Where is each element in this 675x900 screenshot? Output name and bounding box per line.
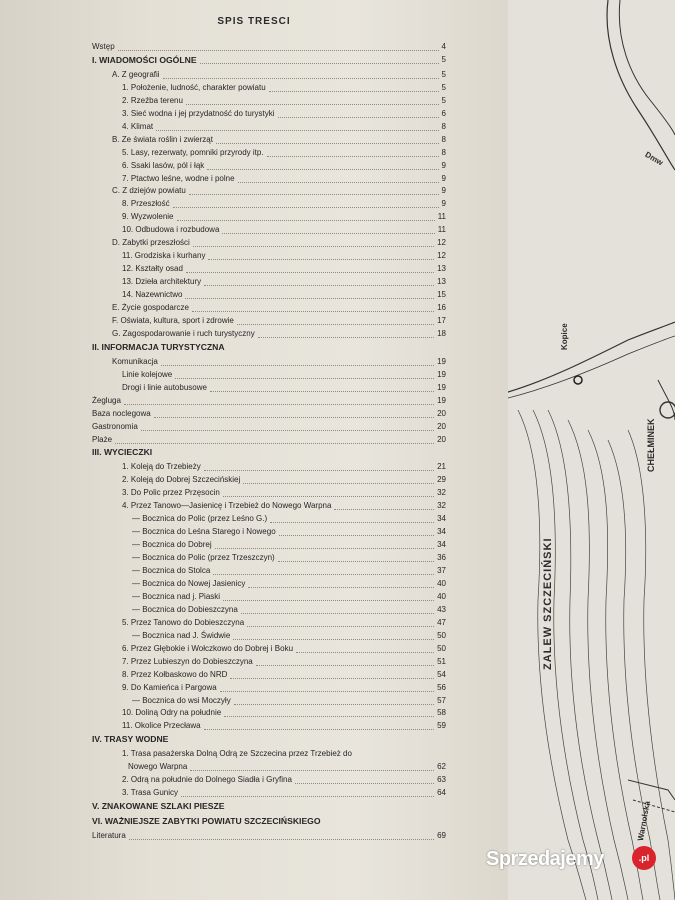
- toc-page-number: 18: [437, 328, 446, 338]
- toc-entry: [0, 70, 508, 83]
- toc-entry: [0, 186, 508, 199]
- toc-entry: [0, 303, 508, 316]
- toc-page-number: 64: [437, 788, 446, 798]
- toc-entry-title: 3. Trasa Gunicy: [122, 788, 179, 798]
- toc-entry-title: — Bocznica nad j. Piaski: [132, 591, 221, 601]
- toc-entry: [0, 96, 508, 109]
- toc-page-number: 19: [437, 395, 446, 405]
- toc-entry: [0, 605, 508, 618]
- toc-entry-title: B. Ze świata roślin i zwierząt: [112, 134, 213, 144]
- toc-entry: [0, 435, 508, 448]
- toc-leader-dots: [200, 63, 439, 64]
- toc-entry: [0, 831, 508, 844]
- toc-leader-dots: [224, 716, 434, 717]
- toc-entry-title: 4. Przez Tanowo—Jasienicę i Trzebież do Nowego Warpna: [122, 501, 332, 511]
- toc-section-heading: [0, 447, 508, 460]
- toc-page-number: 12: [437, 251, 446, 261]
- toc-page-number: 19: [437, 356, 446, 366]
- toc-entry-title: Linie kolejowe: [122, 369, 173, 379]
- toc-entry: [0, 383, 508, 396]
- toc-entry: [0, 721, 508, 734]
- toc-leader-dots: [216, 143, 439, 144]
- toc-entry-title: — Bocznica do Polic (przez Trzeszczyn): [132, 553, 275, 563]
- toc-entry: [0, 264, 508, 277]
- toc-leader-dots: [173, 207, 439, 208]
- toc-entry: [0, 527, 508, 540]
- toc-page-number: 5: [441, 69, 446, 79]
- toc-leader-dots: [220, 691, 434, 692]
- toc-page-number: 50: [437, 643, 446, 653]
- toc-entry-title: Nowego Warpna: [128, 762, 188, 772]
- toc-leader-dots: [247, 626, 434, 627]
- toc-page-number: 40: [437, 591, 446, 601]
- toc-page-number: 9: [441, 160, 446, 170]
- toc-page-number: 54: [437, 669, 446, 679]
- toc-page-number: 20: [437, 421, 446, 431]
- toc-entry-title: 2. Rzeźba terenu: [122, 95, 183, 105]
- toc-page-number: 6: [441, 108, 446, 118]
- toc-entry: [0, 514, 508, 527]
- toc-entry: [0, 357, 508, 370]
- map-label-dmw: Dmw: [643, 150, 665, 168]
- toc-entry-title: Żegluga: [92, 395, 121, 405]
- toc-page-number: 9: [441, 186, 446, 196]
- toc-section-heading: [0, 801, 508, 814]
- toc-leader-dots: [177, 220, 435, 221]
- toc-entry: [0, 83, 508, 96]
- toc-entry-title: 8. Przez Kołbaskowo do NRD: [122, 669, 228, 679]
- toc-entry-title: V. ZNAKOWANE SZLAKI PIESZE: [92, 801, 225, 812]
- page-title: SPIS TRESCI: [217, 16, 291, 27]
- toc-entry-title: 9. Do Kamieńca i Pargowa: [122, 682, 217, 692]
- toc-entry-title: — Bocznica nad J. Świdwie: [132, 630, 231, 640]
- toc-entry-title: II. INFORMACJA TURYSTYCZNA: [92, 341, 225, 352]
- toc-leader-dots: [186, 104, 439, 105]
- toc-entry-title: — Bocznica do Dobrej: [132, 540, 212, 550]
- toc-entry-title: 1. Położenie, ludność, charakter powiatu: [122, 82, 266, 92]
- toc-entry-title: — Bocznica do Leśna Starego i Nowego: [132, 527, 276, 537]
- toc-entry: [0, 199, 508, 212]
- toc-entry-title: I. WIADOMOŚCI OGÓLNE: [92, 54, 197, 65]
- toc-entry: [0, 670, 508, 683]
- toc-leader-dots: [208, 259, 434, 260]
- watermark-logo: Sprzedajemy: [486, 848, 604, 870]
- toc-page-number: 56: [437, 682, 446, 692]
- toc-leader-dots: [207, 169, 439, 170]
- toc-leader-dots: [210, 391, 434, 392]
- toc-page-number: 69: [437, 831, 446, 840]
- toc-entry-title: G. Zagospodarowanie i ruch turystyczny: [112, 328, 255, 338]
- toc-leader-dots: [222, 233, 435, 234]
- toc-entry: [0, 370, 508, 383]
- toc-entry: [0, 316, 508, 329]
- toc-entry-title: 6. Przez Głębokie i Wołczkowo do Dobrej i Boku: [122, 643, 294, 653]
- toc-entry: [0, 708, 508, 721]
- toc-entry-title: Plaże: [92, 434, 113, 444]
- toc-leader-dots: [189, 194, 439, 195]
- toc-entry: [0, 462, 508, 475]
- toc-leader-dots: [154, 417, 434, 418]
- toc-leader-dots: [223, 496, 434, 497]
- toc-entry: [0, 762, 508, 775]
- toc-entry-title: E. Życie gospodarcze: [112, 303, 189, 312]
- toc-entry: [0, 238, 508, 251]
- toc-entry: [0, 135, 508, 148]
- toc-entry-title: 11. Grodziska i kurhany: [122, 251, 206, 261]
- toc-leader-dots: [175, 378, 434, 379]
- toc-page-number: 11: [437, 212, 446, 222]
- toc-leader-dots: [186, 272, 434, 273]
- toc-entry-title: Wstęp: [92, 42, 115, 51]
- toc-leader-dots: [279, 535, 434, 536]
- toc-page-number: 29: [437, 475, 446, 485]
- toc-entry-title: 6. Ssaki lasów, pól i łąk: [122, 160, 205, 170]
- toc-leader-dots: [334, 509, 434, 510]
- toc-leader-dots: [156, 130, 439, 131]
- toc-entry-title: 3. Do Polic przez Przęsocin: [122, 488, 220, 498]
- toc-entry: [0, 290, 508, 303]
- toc-entry-title: 7. Ptactwo leśne, wodne i polne: [122, 173, 235, 183]
- toc-entry-title: C. Z dziejów powiatu: [112, 186, 186, 196]
- map-label-warnolska: Warnolska: [636, 800, 652, 842]
- toc-entry-title: 10. Doliną Odry na południe: [122, 708, 222, 718]
- toc-page-number: 19: [437, 369, 446, 379]
- toc-entry: [0, 566, 508, 579]
- toc-entry: [0, 749, 508, 762]
- toc-leader-dots: [256, 665, 434, 666]
- toc-page-number: 13: [437, 277, 446, 287]
- toc-entry-title: 5. Przez Tanowo do Dobieszczyna: [122, 617, 245, 627]
- toc-entry-title: 12. Kształty osad: [122, 264, 183, 274]
- toc-leader-dots: [185, 298, 434, 299]
- map-label-zalew: ZALEW SZCZECIŃSKI: [542, 537, 554, 670]
- toc-leader-dots: [234, 704, 434, 705]
- toc-entry: [0, 618, 508, 631]
- toc-page-number: 43: [437, 604, 446, 614]
- map-label-kopice: Kopice: [560, 323, 569, 350]
- toc-entry-title: 7. Przez Lubieszyn do Dobieszczyna: [122, 656, 253, 666]
- toc-entry-title: 3. Sieć wodna i jej przydatność do turystyki: [122, 108, 275, 118]
- toc-page-number: 9: [441, 173, 446, 183]
- toc-entry-title: 9. Wyzwolenie: [122, 212, 174, 222]
- toc-section-heading: [0, 734, 508, 747]
- toc-page-number: 9: [441, 199, 446, 209]
- toc-entry-title: 8. Przeszłość: [122, 199, 170, 209]
- toc-page-number: 16: [437, 303, 446, 312]
- toc-leader-dots: [129, 839, 434, 840]
- toc-page-number: 4: [441, 42, 446, 51]
- toc-entry: [0, 501, 508, 514]
- toc-entry: [0, 148, 508, 161]
- toc-leader-dots: [278, 117, 439, 118]
- toc-page-number: 20: [437, 434, 446, 444]
- toc-leader-dots: [213, 574, 434, 575]
- toc-leader-dots: [118, 50, 439, 51]
- toc-leader-dots: [193, 246, 434, 247]
- toc-entry: [0, 488, 508, 501]
- toc-entry-title: — Bocznica do wsi Moczyły: [132, 695, 231, 705]
- toc-page-number: 11: [437, 225, 446, 235]
- toc-page-number: 34: [437, 527, 446, 537]
- toc-entry-title: 5. Lasy, rezerwaty, pomniki przyrody itp.: [122, 147, 264, 157]
- toc-entry-title: 13. Dzieła architektury: [122, 277, 202, 287]
- toc-leader-dots: [248, 587, 434, 588]
- toc-entry: [0, 396, 508, 409]
- toc-leader-dots: [115, 443, 434, 444]
- toc-entry-title: 14. Nazewnictwo: [122, 290, 183, 300]
- toc-page-number: 15: [437, 290, 446, 300]
- toc-entry: [0, 225, 508, 238]
- toc-page-number: 5: [441, 95, 446, 105]
- toc-page-number: 36: [437, 553, 446, 563]
- toc-page-number: 47: [437, 617, 446, 627]
- toc-leader-dots: [204, 729, 434, 730]
- toc-entry-title: F. Oświata, kultura, sport i zdrowie: [112, 315, 234, 325]
- toc-entry: [0, 42, 508, 55]
- toc-entry-title: 2. Odrą na południe do Dolnego Siadła i Gryfina: [122, 775, 292, 785]
- toc-entry-title: — Bocznica do Stolca: [132, 566, 211, 575]
- toc-page-number: 21: [437, 462, 446, 472]
- toc-entry-title: 10. Odbudowa i rozbudowa: [122, 225, 220, 235]
- toc-leader-dots: [237, 324, 434, 325]
- toc-page-number: 34: [437, 540, 446, 550]
- toc-entry: [0, 212, 508, 225]
- toc-leader-dots: [190, 770, 434, 771]
- toc-page-number: 37: [437, 566, 446, 575]
- toc-page-number: 57: [437, 695, 446, 705]
- toc-leader-dots: [269, 91, 439, 92]
- watermark-badge: .pl: [632, 846, 656, 870]
- toc-leader-dots: [278, 561, 434, 562]
- toc-entry: [0, 788, 508, 801]
- toc-page-number: 62: [437, 762, 446, 772]
- toc-page-number: 32: [437, 501, 446, 511]
- toc-entry: [0, 422, 508, 435]
- toc-leader-dots: [161, 365, 434, 366]
- toc-page-number: 13: [437, 264, 446, 274]
- toc-leader-dots: [141, 430, 434, 431]
- toc-entry: [0, 251, 508, 264]
- toc-entry: [0, 109, 508, 122]
- toc-entry-title: 1. Koleją do Trzebieży: [122, 462, 201, 472]
- toc-leader-dots: [215, 548, 434, 549]
- toc-page-number: 40: [437, 578, 446, 588]
- toc-entry: [0, 631, 508, 644]
- toc-page-number: 50: [437, 630, 446, 640]
- toc-entry-title: Komunikacja: [112, 356, 158, 366]
- toc-entry: [0, 540, 508, 553]
- toc-entry: [0, 329, 508, 342]
- toc-page-number: 17: [437, 315, 446, 325]
- toc-entry-title: III. WYCIECZKI: [92, 447, 153, 458]
- toc-entry: [0, 277, 508, 290]
- toc-page-number: 5: [441, 82, 446, 92]
- toc-leader-dots: [295, 783, 434, 784]
- toc-entry-title: 2. Koleją do Dobrej Szczecińskiej: [122, 475, 241, 485]
- toc-page-number: 8: [441, 121, 446, 131]
- toc-page-number: 51: [437, 656, 446, 666]
- toc-entry-title: — Bocznica do Nowej Jasienicy: [132, 578, 246, 588]
- toc-entry-title: VI. WAŻNIEJSZE ZABYTKI POWIATU SZCZECIŃSKIEGO: [92, 816, 321, 827]
- toc-entry-title: Gastronomia: [92, 421, 138, 431]
- toc-entry: [0, 579, 508, 592]
- toc-section-heading: [0, 55, 508, 68]
- toc-entry: [0, 475, 508, 488]
- toc-leader-dots: [230, 678, 434, 679]
- toc-leader-dots: [267, 156, 439, 157]
- toc-page-number: 12: [437, 238, 446, 248]
- toc-entry: [0, 592, 508, 605]
- toc-page-number: 32: [437, 488, 446, 498]
- toc-page-number: 8: [441, 147, 446, 157]
- toc-leader-dots: [243, 483, 434, 484]
- toc-entry-title: 11. Okolice Przecława: [122, 721, 201, 731]
- toc-leader-dots: [223, 600, 434, 601]
- toc-page-number: 63: [437, 775, 446, 785]
- toc-page-number: 20: [437, 408, 446, 418]
- toc-entry-title: 1. Trasa pasażerska Dolną Odrą ze Szczecina przez Trzebież do: [122, 749, 352, 759]
- toc-entry-title: D. Zabytki przeszłości: [112, 238, 190, 248]
- toc-entry-title: Drogi i linie autobusowe: [122, 382, 207, 392]
- toc-entry-title: — Bocznica do Dobieszczyna: [132, 604, 238, 614]
- toc-leader-dots: [238, 182, 439, 183]
- toc-entry-title: Literatura: [92, 831, 126, 840]
- toc-page-number: 8: [441, 134, 446, 144]
- toc-entry: [0, 122, 508, 135]
- map-page: [508, 0, 675, 900]
- toc-entry-title: 4. Klimat: [122, 121, 154, 131]
- toc-entry: [0, 696, 508, 709]
- toc-leader-dots: [233, 639, 434, 640]
- toc-entry: [0, 644, 508, 657]
- toc-leader-dots: [204, 285, 434, 286]
- toc-page-number: 5: [441, 54, 446, 64]
- toc-entry: [0, 657, 508, 670]
- toc-section-heading: [0, 342, 508, 355]
- toc-page-number: 58: [437, 708, 446, 718]
- map-label-chelminek: CHEŁMINEK: [646, 418, 656, 472]
- toc-entry-title: IV. TRASY WODNE: [92, 734, 169, 745]
- toc-page-number: 19: [437, 382, 446, 392]
- toc-section-heading: [0, 816, 508, 829]
- toc-entry: [0, 553, 508, 566]
- toc-leader-dots: [241, 613, 434, 614]
- toc-entry-title: — Bocznica do Polic (przez Leśno G.): [132, 514, 268, 524]
- toc-leader-dots: [124, 404, 434, 405]
- toc-leader-dots: [204, 470, 434, 471]
- toc-entry: [0, 161, 508, 174]
- toc-leader-dots: [181, 796, 434, 797]
- toc-leader-dots: [270, 522, 434, 523]
- toc-entry: [0, 683, 508, 696]
- toc-entry-title: A. Z geografii: [112, 69, 160, 79]
- toc-entry: [0, 409, 508, 422]
- toc-entry: [0, 775, 508, 788]
- toc-leader-dots: [192, 311, 434, 312]
- toc-page-number: 34: [437, 514, 446, 524]
- toc-leader-dots: [163, 78, 439, 79]
- toc-leader-dots: [296, 652, 434, 653]
- toc-entry-title: Baza noclegowa: [92, 408, 151, 418]
- toc-page-number: 59: [437, 721, 446, 731]
- toc-leader-dots: [258, 337, 434, 338]
- toc-entry: [0, 174, 508, 187]
